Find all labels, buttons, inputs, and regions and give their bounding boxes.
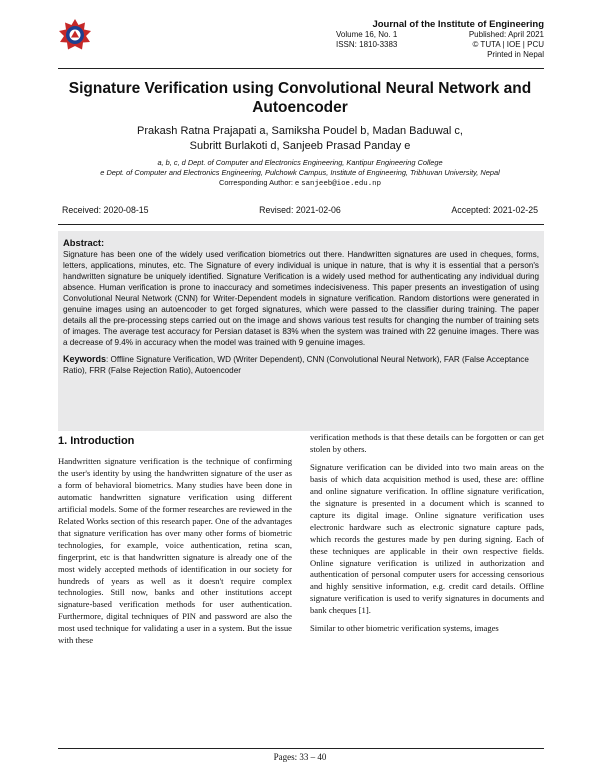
section-heading-introduction: 1. Introduction — [58, 435, 135, 447]
journal-logo — [58, 18, 92, 52]
corresponding-author — [40, 178, 560, 189]
journal-printed: Printed in Nepal — [487, 50, 544, 59]
paragraph: verification methods is that these details can be forgotten or can get stolen by others. — [310, 432, 544, 454]
paper-title: Signature Verification using Convolutional Neural Network and Autoencoder — [68, 80, 532, 116]
affiliation-pulchowk: e Dept. of Computer and Electronics Engineering, Pulchowk Campus, Institute of Engineering, Tribhuvan University, Nepal — [100, 168, 500, 177]
journal-publisher: © TUTA | IOE | PCU — [472, 40, 544, 49]
author-line-2: Subritt Burlakoti d, Sanjeeb Prasad Panday e — [189, 140, 411, 152]
body-column-left — [58, 432, 292, 653]
journal-published: Published: April 2021 — [468, 30, 544, 39]
paragraph: Handwritten signature verification is the technique of confirming the user's identity by using the handwritten signature of the user as a form of behavioral biometrics. Many studies have been done in automatic handwritten signature verification using different artificial models. Some of the former researches are reviewed in the Related Works section of this research paper. One of the advantages that signature verification has over many other forms of biometric technologies, for example, voice authentication, retina scan, fingerprint, etc is that handwritten signature is already one of the most widely accepted methods of identification in our society for hundreds of years as well as it doesn't require complex technologies. Still now, banks and other institutions accept signature-based verification methods for user authentication. Furthermore, digital techniques of PIN and password are also the most used technique for validating a user in a system. But the issue with these — [58, 456, 292, 646]
keywords — [63, 354, 539, 376]
article-dates — [62, 205, 538, 215]
journal-header — [284, 19, 544, 60]
affiliation-kec: a, b, c, d Dept. of Computer and Electronics Engineering, Kantipur Engineering College — [157, 158, 443, 167]
corresponding-email: sanjeeb@ioe.edu.np — [301, 180, 382, 188]
body-column-right — [310, 432, 544, 641]
date-accepted: Accepted: 2021-02-25 — [451, 205, 538, 215]
abstract-label: Abstract: — [63, 237, 105, 248]
abstract-text: Signature has been one of the widely used verification biometrics out there. Handwritten signatures are used in cheques, forms, letters, applications, minutes, etc. The Signature of every individual is unique in nature, that is why it is essential that a person's handwritten signature be uniquely identified. Signature Verification is a widely used method for authenticating any individual during absence. Human verification is prone to inaccuracy and sometimes indecisiveness. This paper presents an investigation of using Convolutional Neural Network (CNN) for Writer-Dependent models in signature verification. Random distortions were generated in genuine images using an autoencoder to get forged signatures, which were passed to the classifier during training. The paper details all the pre-processing steps carried out on the image and shows various test results for changing the number of training sets of images. The average test accuracy for Persian dataset is 83% when the system was trained with 22 genuine images. There was a decrease of 9.4% in accuracy when the model was trained with 9 genuine images. — [63, 250, 539, 348]
journal-volume: Volume 16, No. 1 — [336, 30, 398, 39]
abstract-box — [58, 231, 544, 431]
keywords-text: : Offline Signature Verification, WD (Writer Dependent), CNN (Convolutional Neural Network), FAR (False Acceptance Ratio), FRR (False Rejection Ratio), Autoencoder — [63, 355, 529, 376]
header-divider — [58, 68, 544, 69]
affiliations — [40, 158, 560, 189]
journal-issn: ISSN: 1810-3383 — [336, 40, 398, 49]
footer-divider — [58, 748, 544, 749]
author-list — [40, 124, 560, 154]
page-range: Pages: 33 – 40 — [273, 752, 327, 762]
paragraph: Similar to other biometric verification systems, images — [310, 623, 499, 634]
date-received: Received: 2020-08-15 — [62, 205, 149, 215]
corresponding-label: Corresponding Author: e — [218, 178, 300, 187]
keywords-label: Keywords — [63, 354, 107, 365]
author-line-1: Prakash Ratna Prajapati a, Samiksha Poudel b, Madan Baduwal c, — [137, 125, 463, 137]
paragraph: Signature verification can be divided into two main areas on the basis of which data acquisition method is used, these are: offline and online signature verification. In offline signature verification, the signature is presented in a document which is scanned to capture its digital image. Online signature verification uses electronic hardware such as electronic signature capture pads, which records the gestures made by pen during signing. Each of these techniques are applicable in their own respective fields. Online signature verification is utilized in authorization and authentication of personal computer users for accessing censorious and highly sensitive information, e.g. credit card details. Offline signature verification is used to verify signatures in documents and bank cheques [1]. — [310, 461, 544, 616]
date-revised: Revised: 2021-02-06 — [259, 205, 341, 215]
journal-title: Journal of the Institute of Engineering — [372, 19, 544, 30]
dates-divider — [58, 224, 544, 225]
